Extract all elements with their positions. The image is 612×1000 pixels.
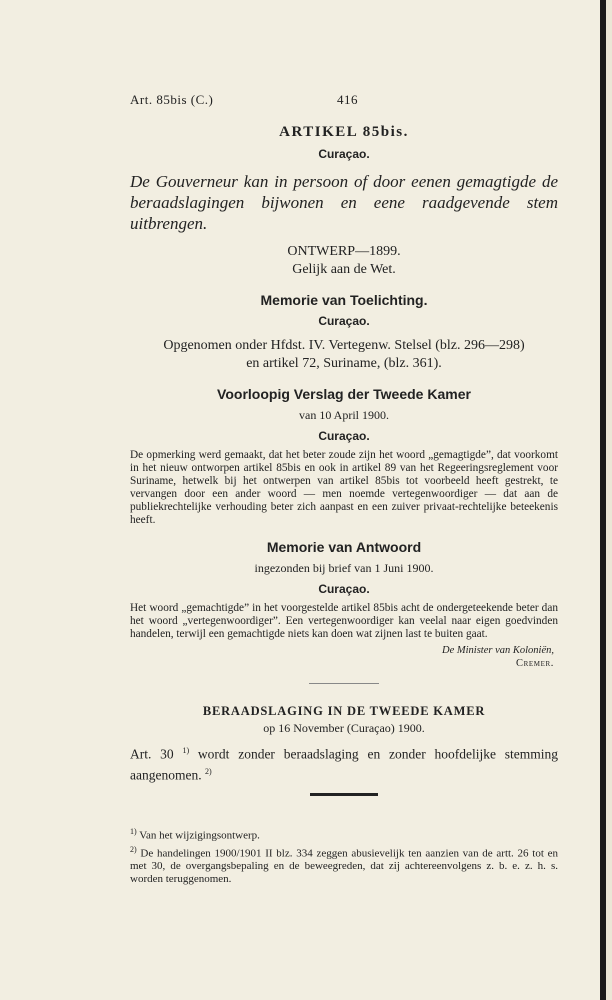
- article-title: ARTIKEL 85bis.: [279, 124, 409, 140]
- memorie-toelichting-line1: Opgenomen onder Hfdst. IV. Vertegenw. Stelsel (blz. 296—298): [163, 338, 525, 353]
- footnote-ref-1: 1): [182, 746, 190, 755]
- voorloopig-verslag-title: Voorloopig Verslag der Tweede Kamer: [217, 386, 471, 402]
- beraadslaging-article: Art. 30: [130, 746, 174, 762]
- memorie-antwoord-text: Het woord „gemachtigde” in het voorgestelde artikel 85bis acht de ondergeteekende beter dan het woord „vertegenwoordiger”. Een vertegenwoordiger kan veelal naar eigen goedvinden handelen, terwijl een gemachtigde niets kan doen wat zijnen last te buiten gaat.: [130, 602, 558, 640]
- footnote-text: De handelingen 1900/1901 II blz. 334 zeggen abusievelijk ten aanzien van de artt. 26 tot en met 30, de overgangsbepaling en de beweegreden, dat zij achtereenvolgens z. b. e. z. h. s. worden teruggenomen.: [130, 847, 558, 885]
- article-text: De Gouverneur kan in persoon of door eenen gemagtigde de beraadslagingen bijwonen en eene raadgevende stem uitbrengen.: [130, 172, 558, 233]
- page-edge: [600, 0, 606, 1000]
- page-content: [130, 92, 558, 887]
- page-number: 416: [337, 92, 358, 107]
- ontwerp-heading: ONTWERP—1899.: [287, 244, 401, 259]
- beraadslaging-date: op 16 November (Curaçao) 1900.: [263, 721, 425, 735]
- footnote: [130, 826, 558, 842]
- gelijk-line: Gelijk aan de Wet.: [292, 262, 396, 277]
- beraadslaging-body: wordt zonder beraadslaging en zonder hoofdelijke stemming aangenomen.: [130, 746, 559, 782]
- signature-name: Cremer.: [516, 658, 554, 669]
- memorie-toelichting-title: Memorie van Toelichting.: [260, 292, 428, 308]
- signature-title: De Minister van Koloniën,: [442, 645, 554, 656]
- footnote-mark: 1): [130, 827, 137, 836]
- voorloopig-verslag-text: De opmerking werd gemaakt, dat het beter zoude zijn het woord „gemagtigde”, dat voorkomt in het nieuw ontworpen artikel 85bis en ook in artikel 89 van het Regeeringsreglement voor Suriname, hetwelk bij het ontwerpen van artikel 85bis tot voorbeeld heeft gestrekt, te vervangen door een ander woord — men noemde vertegenwoordiger — dat aan de publiekrechtelijke verhouding beter zich aanpast en een zuiver privaat-rechtelijke beteekenis heeft.: [130, 449, 558, 526]
- footnote-ref-2: 2): [204, 766, 212, 776]
- footnote-text: Van het wijzigingsontwerp.: [139, 829, 260, 842]
- memorie-toelichting-colony: Curaçao.: [318, 314, 370, 328]
- memorie-toelichting-line2: en artikel 72, Suriname, (blz. 361).: [246, 356, 442, 371]
- colony-heading: Curaçao.: [318, 147, 370, 161]
- running-head-article: Art. 85bis (C.): [130, 92, 214, 107]
- footnote-mark: 2): [130, 845, 137, 855]
- voorloopig-verslag-colony: Curaçao.: [318, 429, 370, 443]
- memorie-antwoord-title: Memorie van Antwoord: [266, 539, 422, 555]
- running-head: [130, 92, 358, 108]
- beraadslaging-text: [130, 742, 558, 783]
- footnotes: [130, 826, 558, 885]
- memorie-antwoord-date: ingezonden bij brief van 1 Juni 1900.: [254, 561, 434, 575]
- footnote-divider: [310, 793, 378, 796]
- memorie-antwoord-colony: Curaçao.: [318, 582, 370, 596]
- footnote: [130, 844, 558, 885]
- section-divider: [309, 683, 379, 684]
- voorloopig-verslag-date: van 10 April 1900.: [299, 408, 389, 422]
- beraadslaging-title: BERAADSLAGING IN DE TWEEDE KAMER: [202, 704, 486, 718]
